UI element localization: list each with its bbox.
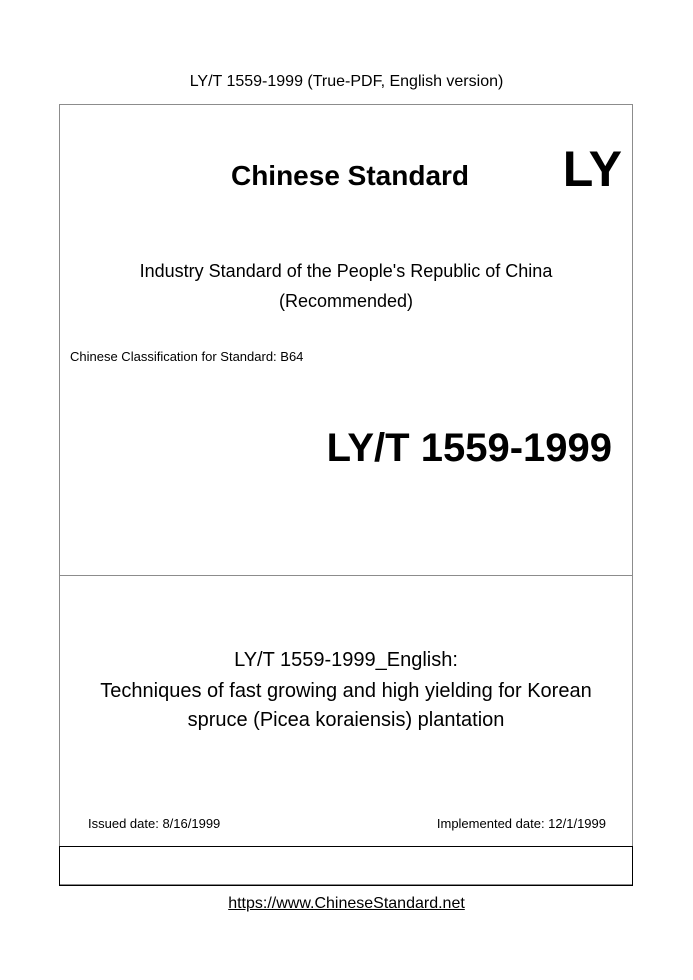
standard-category-code: LY	[562, 141, 622, 197]
page-header: LY/T 1559-1999 (True-PDF, English version)	[189, 73, 504, 90]
standard-title: Chinese Standard	[230, 160, 470, 191]
recommended-line: (Recommended)	[278, 291, 414, 311]
document-id-line: LY/T 1559-1999_English:	[234, 649, 458, 671]
footer	[0, 894, 693, 914]
classification-line: Chinese Classification for Standard: B64	[70, 349, 304, 364]
cover-top-section	[60, 105, 632, 576]
cover-frame	[59, 104, 633, 885]
implemented-date: Implemented date: 12/1/1999	[436, 816, 606, 831]
document-title-line2: spruce (Picea koraiensis) plantation	[187, 709, 505, 731]
industry-standard-line: Industry Standard of the People's Republic of China	[139, 261, 553, 281]
standard-number: LY/T 1559-1999	[326, 426, 612, 470]
issued-date: Issued date: 8/16/1999	[88, 816, 221, 831]
cover-bottom-bar	[59, 846, 633, 886]
website-link[interactable]: https://www.ChineseStandard.net	[228, 895, 465, 912]
cover-document-section	[60, 576, 632, 846]
document-title-line1: Techniques of fast growing and high yielding for Korean	[100, 680, 592, 702]
